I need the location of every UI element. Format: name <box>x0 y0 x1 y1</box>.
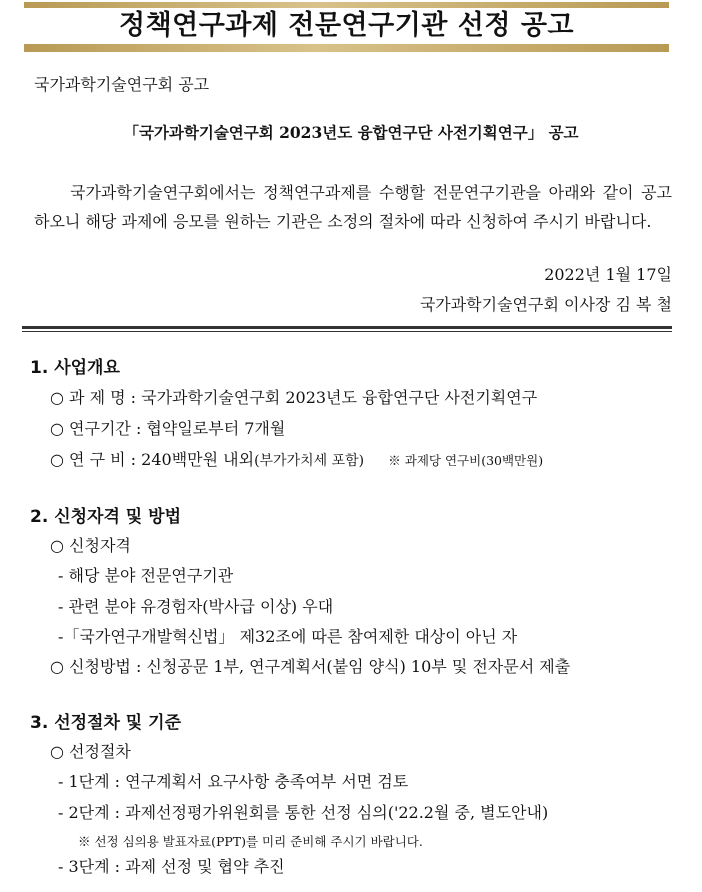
section-heading-eligibility: 2. 신청자격 및 방법 <box>30 507 181 527</box>
title-rule-bottom <box>24 44 669 52</box>
procedure-step: - 1단계 : 연구계획서 요구사항 충족여부 서면 검토 <box>58 772 409 791</box>
document-title: 정책연구과제 전문연구기관 선정 공고 <box>118 10 574 41</box>
title-rule-top <box>24 2 669 8</box>
eligibility-item: - 관련 분야 유경험자(박사급 이상) 우대 <box>58 597 334 616</box>
section-heading-selection: 3. 선정절차 및 기준 <box>30 713 181 733</box>
procedure-step: - 3단계 : 과제 선정 및 협약 추진 <box>58 857 285 876</box>
eligibility-label: ○ 신청자격 <box>50 536 131 555</box>
notice-label: 국가과학기술연구회 공고 <box>34 75 210 94</box>
overview-item-title: ○ 과 제 명 : 국가과학기술연구회 2023년도 융합연구단 사전기획연구 <box>50 388 538 407</box>
budget-main: ○ 연 구 비 : 240백만원 내외 <box>50 450 255 469</box>
intro-paragraph: 국가과학기술연구회에서는 정책연구과제를 수행할 전문연구기관을 아래와 같이 공고하오니 해당 과제에 응모를 원하는 기관은 소정의 절차에 따라 신청하여 주시기 바랍니다. <box>34 183 672 231</box>
budget-note: ※ 과제당 연구비(30백만원) <box>388 453 544 468</box>
eligibility-item: -「국가연구개발혁신법」 제32조에 따른 참여제한 대상이 아닌 자 <box>58 627 518 646</box>
section-heading-overview: 1. 사업개요 <box>30 358 120 378</box>
notice-subtitle: 「국가과학기술연구회 2023년도 융합연구단 사전기획연구」 공고 <box>123 123 579 142</box>
eligibility-item: - 해당 분야 전문연구기관 <box>58 566 234 585</box>
notice-signer: 국가과학기술연구회 이사장 김 복 철 <box>419 295 672 314</box>
separator-rule-thin <box>22 331 672 332</box>
procedure-step: - 2단계 : 과제선정평가위원회를 통한 선정 심의('22.2월 중, 별도안내) <box>58 803 549 822</box>
overview-item-budget <box>50 449 543 472</box>
application-method: ○ 신청방법 : 신청공문 1부, 연구계획서(붙임 양식) 10부 및 전자문서 제출 <box>50 657 571 676</box>
procedure-label: ○ 선정절차 <box>50 742 131 761</box>
notice-date: 2022년 1월 17일 <box>544 265 672 284</box>
overview-item-period: ○ 연구기간 : 협약일로부터 7개월 <box>50 419 286 438</box>
title-banner <box>24 2 669 52</box>
budget-vat: (부가가치세 포함) <box>254 453 365 469</box>
separator-rule <box>22 326 672 329</box>
procedure-step-note: ※ 선정 심의용 발표자료(PPT)를 미리 준비해 주시기 바랍니다. <box>78 834 423 849</box>
